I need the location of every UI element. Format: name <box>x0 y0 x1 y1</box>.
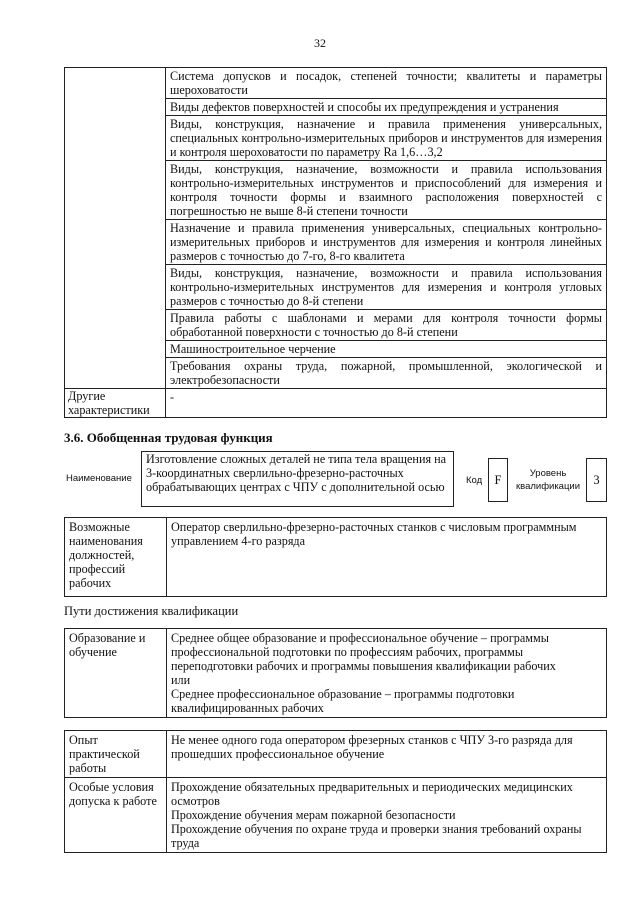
experience-value: Не менее одного года оператором фрезерных станков с ЧПУ 3-го разряда для прошедших профессиональное обучение <box>167 731 607 778</box>
knowledge-item: Назначение и правила применения универсальных, специальных контрольно-измерительных приборов и инструментов для измерения и контроля линейных размеров с точностью до 7-го, 8-го квалитета <box>166 220 607 265</box>
positions-value: Оператор сверлильно-фрезерно-расточных станков с числовым программным управлением 4-го разряда <box>167 518 607 597</box>
table-row <box>65 68 607 99</box>
code-label: Код <box>466 475 483 486</box>
knowledge-item: Правила работы с шаблонами и мерами для контроля точности формы обработанной поверхности с точностью до 8-й степени <box>166 310 607 341</box>
qualification-level-label: Уровень квалификации <box>515 468 581 492</box>
condition-item: Прохождение обучения по охране труда и проверки знания требований охраны труда <box>171 822 582 850</box>
education-label: Образование и обучение <box>65 629 167 718</box>
function-name-value: Изготовление сложных деталей не типа тела вращения на 3-координатных сверлильно-фрезерно-расточных обрабатывающих центрах с ЧПУ с дополнительной осью <box>141 451 454 507</box>
experience-label: Опыт практической работы <box>65 731 167 778</box>
knowledge-table <box>64 67 607 418</box>
section-title: 3.6. Обобщенная трудовая функция <box>64 430 273 445</box>
table-row <box>65 518 607 597</box>
education-table <box>64 628 607 718</box>
education-line: Среднее общее образование и профессиональное обучение – программы профессиональной подготовки по профессиям рабочих, программы переподготовки рабочих и программы повышения квалификации рабочих <box>171 631 556 673</box>
education-value <box>167 629 607 718</box>
positions-label: Возможные наименования должностей, профессий рабочих <box>65 518 167 597</box>
name-label: Наименование <box>66 473 132 484</box>
condition-item: Прохождение обязательных предварительных и периодических медицинских осмотров <box>171 780 573 808</box>
education-line: или <box>171 673 191 687</box>
table-row <box>65 389 607 418</box>
other-characteristics-value: - <box>166 389 607 418</box>
qualification-paths-heading: Пути достижения квалификации <box>64 604 239 618</box>
requirements-table <box>64 730 607 853</box>
table-row <box>65 629 607 718</box>
education-line: Среднее профессиональное образование – программы подготовки квалифицированных рабочих <box>171 687 515 715</box>
knowledge-item: Виды, конструкция, назначение, возможности и правила использования контрольно-измерительных инструментов для измерения и контроля угловых размеров с точностью до 8-й степени <box>166 265 607 310</box>
knowledge-item: Машиностроительное черчение <box>166 341 607 358</box>
knowledge-label-cell <box>65 68 166 389</box>
special-conditions-value <box>167 778 607 853</box>
condition-item: Прохождение обучения мерам пожарной безопасности <box>171 808 456 822</box>
knowledge-item: Виды дефектов поверхностей и способы их предупреждения и устранения <box>166 99 607 116</box>
positions-table <box>64 517 607 597</box>
other-characteristics-label: Другие характеристики <box>65 389 166 418</box>
page-number: 32 <box>314 36 326 50</box>
code-value: F <box>488 458 508 502</box>
knowledge-item: Виды, конструкция, назначение и правила применения универсальных, специальных контрольно-измерительных приборов и инструментов для измерения и контроля шероховатости по параметру Ra 1,6…3,2 <box>166 116 607 161</box>
knowledge-item: Виды, конструкция, назначение, возможности и правила использования контрольно-измерительных инструментов и приспособлений для измерения и контроля точности формы и взаимного расположения поверхностей с погрешностью не выше 8-й степени точности <box>166 161 607 220</box>
qualification-level-value: 3 <box>586 458 607 502</box>
special-conditions-label: Особые условия допуска к работе <box>65 778 167 853</box>
table-row <box>65 778 607 853</box>
table-row <box>65 731 607 778</box>
knowledge-item: Требования охраны труда, пожарной, промышленной, экологической и электробезопасности <box>166 358 607 389</box>
knowledge-item: Система допусков и посадок, степеней точности; квалитеты и параметры шероховатости <box>166 68 607 99</box>
